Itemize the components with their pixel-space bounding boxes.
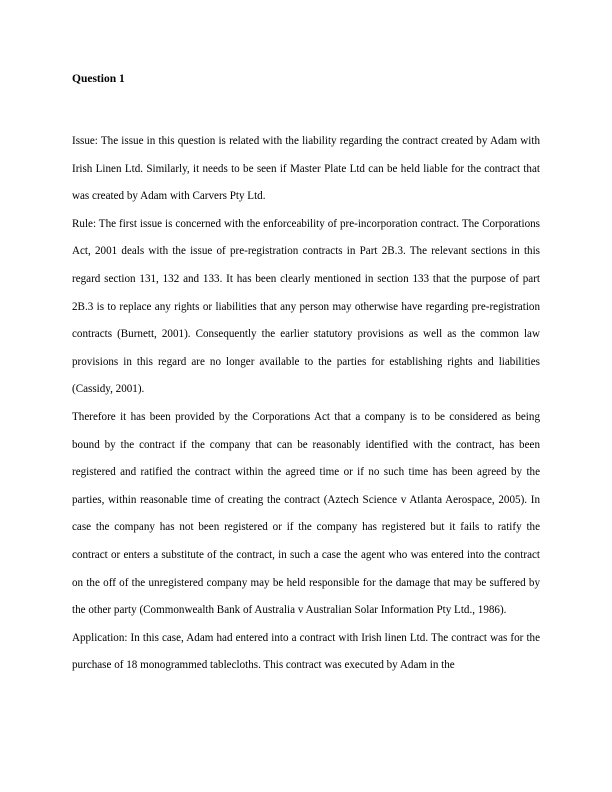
- rule-paragraph: Rule: The first issue is concerned with the enforceability of pre-incorporation contract. The Corporations Act, 2001 deals with the issue of pre-registration contracts in Part 2B.3. The relevant sections in this regard section 131, 132 and 133. It has been clearly mentioned in section 133 that the purpose of part 2B.3 is to replace any rights or liabilities that any person may otherwise have regarding pre-registration contracts (Burnett, 2001). Consequently the earlier statutory provisions as well as the common law provisions in this regard are no longer available to the parties for establishing rights and liabilities (Cassidy, 2001).: [72, 217, 540, 396]
- document-body: [72, 128, 540, 680]
- application-paragraph: Application: In this case, Adam had entered into a contract with Irish linen Ltd. The contract was for the purchase of 18 monogrammed tablecloths. This contract was executed by Adam in the: [72, 631, 540, 672]
- corporations-act-paragraph: Therefore it has been provided by the Corporations Act that a company is to be considered as being bound by the contract if the company that can be reasonably identified with the contract, has been registered and ratified the contract within the agreed time or if no such time has been agreed by the parties, within reasonable time of creating the contract (Aztech Science v Atlanta Aerospace, 2005). In case the company has not been registered or if the company has registered but it fails to ratify the contract or enters a substitute of the contract, in such a case the agent who was entered into the contract on the off of the unregistered company may be held responsible for the damage that may be suffered by the other party (Commonwealth Bank of Australia v Australian Solar Information Pty Ltd., 1986).: [72, 410, 540, 617]
- question-heading: Question 1: [72, 73, 125, 85]
- issue-paragraph: Issue: The issue in this question is related with the liability regarding the contract created by Adam with Irish Linen Ltd. Similarly, it needs to be seen if Master Plate Ltd can be held liable for the contract that was created by Adam with Carvers Pty Ltd.: [72, 135, 540, 203]
